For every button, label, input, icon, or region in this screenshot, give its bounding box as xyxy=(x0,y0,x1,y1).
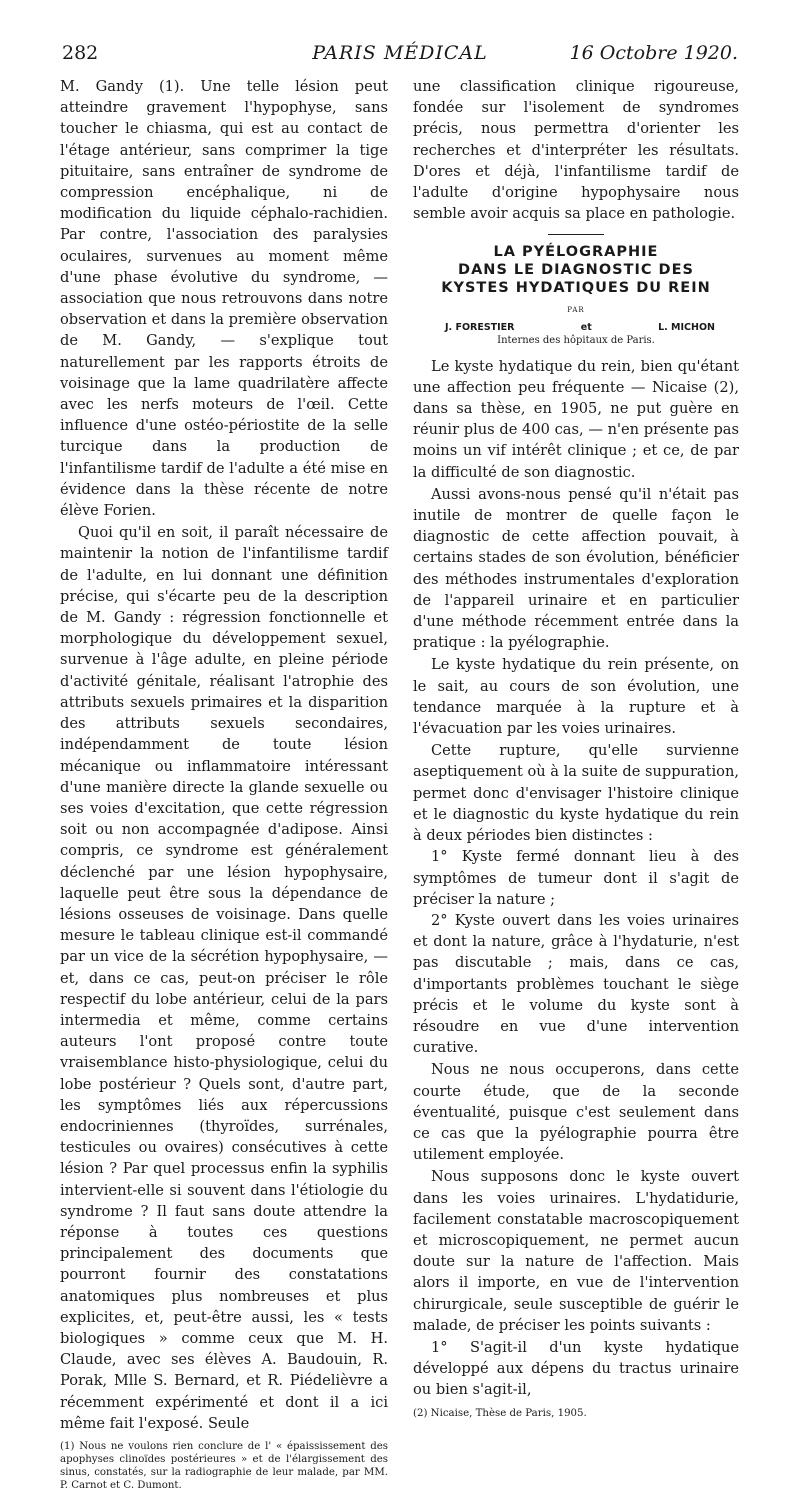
list-item: 1° Kyste fermé donnant lieu à des symptômes de tumeur dont il s'agit de préciser la nature ; xyxy=(413,848,739,908)
paragraph: 1° S'agit-il d'un kyste hydatique développé aux dépens du tractus urinaire ou bien s'agit-il, xyxy=(413,1338,739,1399)
article-title-line: KYSTES HYDATIQUES DU REIN xyxy=(441,280,711,297)
footnote-2: (2) Nicaise, Thèse de Paris, 1905. xyxy=(413,1407,587,1419)
paragraph: M. Gandy (1). Une telle lésion peut atteindre gravement l'hypophyse, sans toucher le chiasma, qui est au contact de l'étage antérieur, sans comprimer la tige pituitaire, sans entraîner de syndrome de compression encéphalique, ni de modification du liquide céphalo-rachidien. Par contre, l'association des paralysies oculaires, survenues au moment même d'une phase évolutive du syndrome, — association que nous retrouvons dans notre observation et dans la première observation de M. Gandy, — s'explique tout naturellement par les rapports étroits de voisinage que la lame quadrilatère affecte avec les nerfs moteurs de l'œil. Cette influence d'une ostéo-périostite de la selle turcique dans la production de l'infantilisme tardif de l'adulte a été mise en évidence dans la thèse récente de notre élève Forien. xyxy=(60,78,388,520)
article-title xyxy=(413,243,739,297)
paragraph: Cette rupture, qu'elle survienne aseptiquement où à la suite de suppuration, permet donc d'envisager l'histoire clinique et le diagnostic du kyste hydatique du rein à deux périodes bien distinctes : xyxy=(413,742,739,845)
article-title-line: LA PYÉLOGRAPHIE xyxy=(493,244,659,261)
paragraph: une classification clinique rigoureuse, fondée sur l'isolement de syndromes précis, nous permettra d'orienter les recherches et d'interpréter les résultats. D'ores et déjà, l'infantilisme tardif de l'adulte d'origine hypophysaire nous semble avoir acquis sa place en pathologie. xyxy=(413,78,739,223)
author: J. FORESTIER xyxy=(445,321,515,333)
journal-title: PARIS MÉDICAL xyxy=(312,42,488,64)
authors xyxy=(413,322,739,334)
paragraph: Quoi qu'il en soit, il paraît nécessaire de maintenir la notion de l'infantilisme tardif de l'adulte, en lui donnant une définition précise, qui s'écarte peu de la description de M. Gandy : régression fonctionnelle et morphologique du développement sexuel, survenue à l'âge adulte, en pleine période d'activité génitale, réalisant l'atrophie des attributs sexuels primaires et la disparition des attributs sexuels secondaires, indépendamment de toute lésion mécanique ou inflammatoire intéressant d'une manière directe la glande sexuelle ou ses voies d'excitation, que cette régression soit ou non accompagnée d'adipose. Ainsi compris, ce syndrome est généralement déclenché par une lésion hypophysaire, laquelle peut être sous la dépendance de lésions osseuses de voisinage. Dans quelle mesure le tableau clinique est-il commandé par un vice de la sécrétion hypophysaire, — et, dans ce cas, peut-on préciser le rôle respectif du lobe antérieur, celui de la pars intermedia et même, comme certains auteurs l'ont proposé contre toute vraisemblance histo-physiologique, celui du lobe postérieur ? Quels sont, d'autre part, les symptômes liés aux répercussions endocriniennes (thyroïdes, surrénales, testicules ou ovaires) consécutives à cette lésion ? Par quel processus enfin la syphilis intervient-elle si souvent dans l'étiologie du syndrome ? Il faut sans doute attendre la réponse à toutes ces questions principalement des documents que pourront fournir des constatations anatomiques plus nombreuses et plus explicites, et, peut-être aussi, les « tests biologiques » comme ceux que M. H. Claude, avec ses élèves A. Baudouin, R. Porak, Mlle S. Bernard, et R. Piédelièvre a récemment expérimenté et dont il a ici même fait l'exposé. Seule xyxy=(60,524,388,1432)
paragraph: Le kyste hydatique du rein présente, on le sait, au cours de son évolution, une tendance marquée à la rupture et à l'évacuation par les voies urinaires. xyxy=(413,656,739,738)
left-column xyxy=(60,76,388,1492)
issue-date: 16 Octobre 1920. xyxy=(569,42,738,64)
page-number: 282 xyxy=(62,42,99,64)
list-item: 2° Kyste ouvert dans les voies urinaires et dont la nature, grâce à l'hydaturie, n'est pas discutable ; mais, dans ce cas, d'importants problèmes touchant le siège précis et le volume du kyste sont à résoudre en vue d'une intervention curative. xyxy=(413,911,739,1057)
author: L. MICHON xyxy=(658,321,715,333)
right-column xyxy=(413,76,739,1420)
footnote-1: (1) Nous ne voulons rien conclure de l' « épaississement des apophyses clinoïdes postérieures » et de l'élargissement des sinus, constatés, sur la radiographie de leur malade, par MM. P. Carnot et C. Dumont. xyxy=(60,1441,388,1491)
affiliation: Internes des hôpitaux de Paris. xyxy=(497,334,655,346)
paragraph: Nous supposons donc le kyste ouvert dans les voies urinaires. L'hydatidurie, facilement constatable macroscopiquement et microscopiquement, ne permet aucun doute sur la nature de l'affection. Mais alors il importe, en vue de l'intervention chirurgicale, seule susceptible de guérir le malade, de préciser les points suivants : xyxy=(413,1168,739,1334)
running-header xyxy=(62,42,738,68)
section-divider xyxy=(548,234,604,235)
paragraph: Nous ne nous occuperons, dans cette courte étude, que de la seconde éventualité, puisque c'est seulement dans ce cas que la pyélographie pourra être utilement employée. xyxy=(413,1061,739,1164)
article-title-line: DANS LE DIAGNOSTIC DES xyxy=(458,262,694,279)
paragraph: Aussi avons-nous pensé qu'il n'était pas inutile de montrer de quelle façon le diagnostic de cette affection pouvait, à certains stades de son évolution, bénéficier des méthodes instrumentales d'exploration de l'appareil urinaire et en particulier d'une méthode récemment entrée dans la pratique : la pyélographie. xyxy=(413,485,739,652)
byline-par: PAR xyxy=(567,306,585,315)
paragraph: Le kyste hydatique du rein, bien qu'étant une affection peu fréquente — Nicaise (2), dans sa thèse, en 1905, ne put guère en réunir plus de 400 cas, — n'en présente pas moins un vif intérêt clinique ; et ce, de par la difficulté de son diagnostic. xyxy=(413,357,739,481)
author-conjunction: et xyxy=(580,321,592,333)
